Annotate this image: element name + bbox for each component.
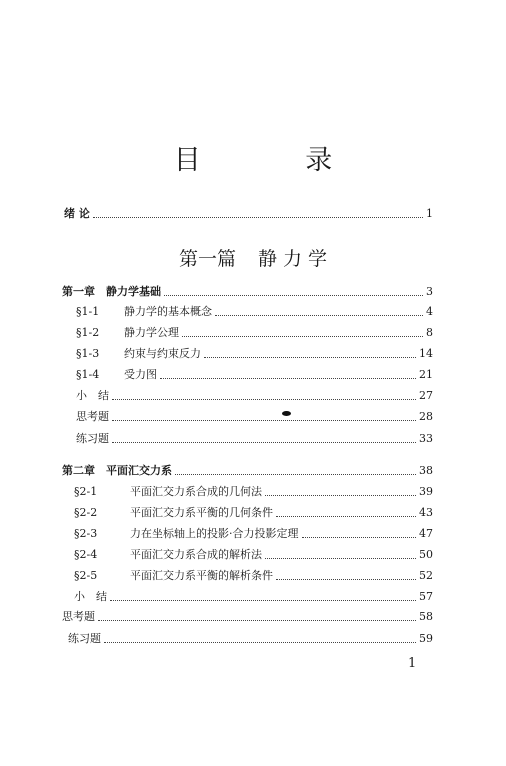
dot-leader [204,357,416,358]
dot-leader [215,315,423,316]
section-number: §2-2 [74,506,98,519]
dot-leader [98,620,416,621]
toc-entry-page: 4 [426,305,433,318]
toc-entry-page: 8 [426,326,433,339]
page-title: 目 录 [173,145,381,176]
dot-leader [164,295,423,296]
toc-entry-label: 练习题 [68,632,101,645]
dot-leader [265,495,416,496]
toc-entry-page: 59 [419,632,433,645]
toc-entry-page: 14 [419,347,433,360]
part-title: 静 力 学 [257,248,328,270]
toc-section [0,481,506,499]
dot-leader [110,600,416,601]
dot-leader [182,336,423,337]
toc-entry-label: 思考题 [76,410,109,423]
toc-chapter-2 [0,460,506,478]
section-title: 平面汇交力系平衡的几何条件 [130,506,273,519]
toc-entry-page: 21 [419,368,433,381]
toc-section [0,565,506,583]
ink-speck [282,411,291,416]
section-number: §2-3 [74,527,98,540]
section-title: 约束与约束反力 [124,347,201,360]
toc-entry-page: 33 [419,432,433,445]
dot-leader [112,420,416,421]
dot-leader [112,442,416,443]
dot-leader [112,399,416,400]
dot-leader [302,537,417,538]
part-number: 第一篇 [178,248,236,270]
section-number: §1-1 [76,305,100,318]
toc-entry-label: 练习题 [76,432,109,445]
dot-leader [93,217,423,218]
toc-section [0,322,506,340]
section-title: 静力学公理 [124,326,179,339]
dot-leader [276,516,416,517]
toc-entry-page: 47 [419,527,433,540]
section-number: §2-5 [74,569,98,582]
toc-section [0,343,506,361]
toc-exercises [0,628,506,646]
toc-summary [0,385,506,403]
section-title: 静力学的基本概念 [124,305,212,318]
toc-chapter-label: 第二章 平面汇交力系 [62,464,172,477]
toc-entry-page: 28 [419,410,433,423]
toc-section [0,523,506,541]
toc-questions [0,406,506,424]
toc-questions [0,606,506,624]
toc-chapter-1 [0,281,506,299]
section-number: §2-4 [74,548,98,561]
toc-entry-page: 38 [419,464,433,477]
toc-entry-intro [0,203,506,221]
dot-leader [276,579,416,580]
toc-section [0,502,506,520]
toc-entry-page: 1 [426,207,433,220]
section-title: 平面汇交力系合成的几何法 [130,485,262,498]
page-number: 1 [408,656,417,671]
section-number: §1-2 [76,326,100,339]
dot-leader [175,474,416,475]
part-heading [0,244,506,271]
dot-leader [265,558,416,559]
section-number: §2-1 [74,485,98,498]
toc-entry-label: 小 结 [74,590,107,603]
toc-entry-page: 43 [419,506,433,519]
toc-entry-label: 绪 论 [64,207,90,220]
section-title: 受力图 [124,368,157,381]
dot-leader [160,378,416,379]
toc-section [0,364,506,382]
toc-entry-page: 50 [419,548,433,561]
section-title: 平面汇交力系平衡的解析条件 [130,569,273,582]
dot-leader [104,642,416,643]
toc-entry-label: 小 结 [76,389,109,402]
toc-entry-page: 52 [419,569,433,582]
toc-entry-page: 39 [419,485,433,498]
toc-chapter-label: 第一章 静力学基础 [62,285,161,298]
section-title: 力在坐标轴上的投影·合力投影定理 [130,527,299,540]
toc-section [0,301,506,319]
toc-summary [0,586,506,604]
section-number: §1-3 [76,347,100,360]
toc-entry-label: 思考题 [62,610,95,623]
toc-entry-page: 3 [426,285,433,298]
toc-entry-page: 57 [419,590,433,603]
toc-entry-page: 27 [419,389,433,402]
section-title: 平面汇交力系合成的解析法 [130,548,262,561]
toc-entry-page: 58 [419,610,433,623]
section-number: §1-4 [76,368,100,381]
toc-exercises [0,428,506,446]
toc-section [0,544,506,562]
